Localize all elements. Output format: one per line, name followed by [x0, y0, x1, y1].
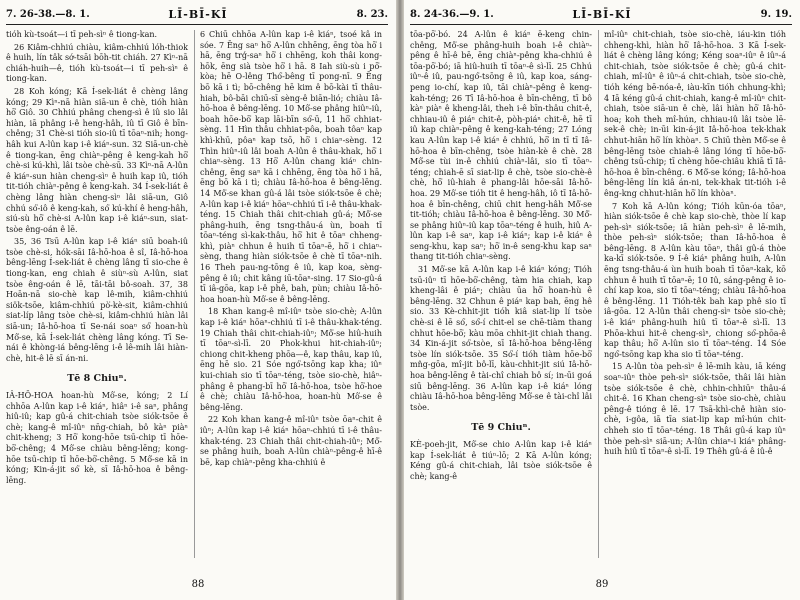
page-number: 89 — [595, 579, 609, 590]
text-column-1 — [410, 30, 592, 484]
right-page — [404, 0, 800, 600]
paragraph: tióh kù-tsoát—i tī peh-sìⁿ ê tiong-kan. — [6, 30, 158, 39]
page-number: 88 — [191, 579, 205, 590]
column-divider — [598, 30, 599, 558]
book-title: LĪ-BĪ-KĪ — [168, 8, 228, 21]
paragraph: 18 Khan kang-ê mî-iûⁿ tsòe sio-chè; A-lûn kap i-ê kiáⁿ hōaⁿ-chhiú tī i-ê thâu-khak-téng. 19 Chiah thâi chit-chiah-iûⁿ; Mô͘-se hiû-huih tī tōaⁿ-sì-lī. 20 Phok-khui hit-chiah-iûⁿ; chiong chit-kheng phōa—ê, kap thâu, kap iû, ēng hē sio. 21 Sóe ngó͘-tsōng kap kha; iûⁿ kui-chiah sio tī tōaⁿ-téng, tsòe sio-chè, hiâⁿ-phâng ê phang-bī hō͘ Iâ-hō-hoa, tsòe hō͘-hoe ê chè; chiàu Iâ-hō-hoa, hoan-hù Mô͘-se ê bêng-lēng. — [200, 307, 382, 412]
chapter-opening-paragraph: IÂ-HŌ-HOA hoan-hù Mô͘-se, kóng; 2 Lí chhōa A-lûn kap i-ê kiáⁿ, hiâⁿ i-ê saⁿ, phâng hiû-iû; kap gû-á chit-chiah tsòe siók-tsōe ê chè; kang-ê mî-iûⁿ nn̄g-chiah, bô kàⁿ piàⁿ chit-kheng; 3 Hō͘ kong-hōe tsū-chip tī hōe-bō͘-chêng; 4 Mô͘-se chiàu bêng-lēng; kong-hōe tsū-chip tī hōe-bō͘-chêng. 5 Mô͘-se kā in kóng; Kin-á-jit só͘ kè, sī Iâ-hō-hoa ê bêng-lēng. — [6, 391, 188, 485]
paragraph: 35, 36 Tsū A-lûn kap i-ê kiáⁿ siū boah-iû tsòe chè-si, hók-sāi Iâ-hō-hoa ê sî, Iâ-hō-hoa bêng-lēng Í-sek-liát ê chèng lâng tī sio-che ê tiong-kan, eng chiah ê siùⁿ-sù A-lûn, siat tsòe êng-oán ê lē, tāi-tāi bô-soah. 37, 38 Hoān-nā sio-chè kap lê-mih, kiâm-chhiú siök-tsōe, kiâm-chhiú pò͘-kè-sit, kiâm-chhiú siat-líp lâng tsòe chè-si, kiâm-chhiú hiàn lâi siā-un; Iâ-hō-hoa tī Se-nái soaⁿ só͘ hoan-hù Mô͘-se, kā Í-sek-liát chèng lâng kóng. Tī Se-nái ê khòng-iá bêng-lēng i-ê lê-mih lâi hiàn-chè, hit-ê lē sī án-ni. — [6, 237, 188, 363]
text-column-2 — [604, 30, 786, 460]
book-gutter — [396, 0, 404, 600]
left-page — [0, 0, 396, 600]
paragraph: 7 Koh kā A-lûn kóng; Tióh kūn-óa tōaⁿ, hiàn siók-tsōe ê chè kap sio-chè, thòe lí kap peh-sìⁿ siók-tsōe; iā hiàn peh-sìⁿ ê lē-mih, thòe peh-sìⁿ siók-tsōe; than Iâ-hō-hoa ê bêng-lēng. 8 A-lûn kàu tōaⁿ, thâi gû-á thòe ka-kī siók-tsōe. 9 Í-ê kiáⁿ phâng huih, A-lûn ēng tsng-thâu-á ùn huih boah tī tōaⁿ-kak, kō chhun ê huih tī tōaⁿ-ē; 10 Iû, sáng-pêng ê io-chí kap koa, sio tī tōaⁿ-téng; chiàu Iâ-hō-hoa ê bêng-lēng. 11 Tióh-têk bah kap phê sio tī iâ-gōa. 12 A-lûn thâi cheng-sìⁿ tsòe sio-chè; i-ê kiáⁿ phâng-huih hiû tī tōaⁿ-ê sì-lī. 13 Phōa-khui hit-ê cheng-sìⁿ, chiong só͘-phōa-ê kap thâu; hō͘ A-lûn sio tī tōaⁿ-téng. 14 Sóe ngó͘-tsōng kap kha sio tī tōaⁿ-téng. — [604, 201, 786, 359]
page-header — [404, 8, 800, 24]
paragraph: 6 Chiū chhōa A-lûn kap i-ê kiáⁿ, tsoé kâ in sóe. 7 Ēng saⁿ hō͘ A-lûn chhēng, ēng tòa hō͘ i hā, ēng trǵ-saⁿ hō͘ i chhēng, koh thâi kong-hōk, ēng sià tsòe hō͘ i hā. 8 Iah siù-sù i pō͘-kòa; hē O-lêng Thó͘-bêng tī pong-nī. 9 Ēng bō kā i tì; bō-chêng hē kim ê bō-kài tī thâu-hiah, bô-bāi chiū-sī sèng-ê biān-lió; chiàu Iâ-hō-hoa ê bêng-lēng. 10 Mô͘-se phâng hiûⁿ-iû, boah hōe-bō͘ kap lāi-bīn só͘-ū, 11 hō͘ chhiat-sèng. 11 Hìn thâu chhiat-pôa, boah tôaⁿ kap khì-khū, pôaⁿ kap tsō, hō͘ i chiaⁿ-sèng. 12 Thìn hiûⁿ-iû lâi boah A-lûn ê thâu-khak, hō͘ i chiaⁿ-sèng. 13 Hō͘ A-lûn chang kiáⁿ chin-chêng, ēng saⁿ kā i chhēng, ēng tòa hō͘ i hā, ēng bō kā i tì; chiàu Iâ-hō-hoa ê bêng-lēng. 14 Mô͘-se khan gû-á lâi tsòe siók-tsōe ê chè; A-lûn kap i-ê kiáⁿ hōaⁿ-chhiú tī i-ê thâu-khak-téng. 15 Chiah thâi chit-chiah gû-á; Mô͘-se phâng-huih, ēng tsng-thâu-á ùn, boah tī tōaⁿ-téng sì-kak-thâu, hō͘ hit ê tōaⁿ chheng-khì, piàⁿ chhun ê huih tī tōaⁿ-ē, hō͘ i chiaⁿ-sèng, thang hiàn siók-tsōe ê chè tī tōaⁿ-nih. 16 Theh pau-ng-tōng ê iû, kap koa, sèng-pêng ê iû; chit kâng iū-tōaⁿ-sing. 17 Sio-gû-á tī iâ-gōa, kap i-ê phê, bah, pùn; chiàu Iâ-hō-hoa hoan-hù Mô͘-se ê bêng-lēng. — [200, 30, 382, 304]
paragraph: 31 Mô͘-se kā A-lûn kap i-ê kiáⁿ kóng; Tióh tsū-iûⁿ tī hōe-bō͘-chêng, tàm hia chiah, kap kheng-lâi ê piáⁿ; chiàu ūa hō͘ hoan-hù ê bêng-lēng. 32 Chhun ê piáⁿ kap bah, ēng hê sio. 33 Kè-chhit-jit tióh kiâ siat-lip lí tsòe chè-si ê lē só͘, só͘-í chit-el se chē-tiàm thang chhut hōe-bō͘; kàu mōa chhit-jit chiah thang. 34 Kin-á-jit só͘-tsòe, sī Iâ-hō-hoa bêng-lēng tsòe lín siók-tsōe. 35 Só͘-í tióh tiàm hōe-bō͘ mn̂g-gōa, mî-jit bô-lī, kàu-chhit-jit siú Iâ-hō-hoa bêng-lēng ê tài-chî chiah bô sí; in-ūi goá siū bêng-lēng. 36 A-lûn kap i-ê kiáⁿ lóng chiàu Iâ-hō-hoa bêng-lēng Mô͘-se ê tài-chî lâi tsòe. — [410, 265, 592, 412]
paragraph: 28 Koh kóng; Kā Í-sek-liát ê chèng lâng kóng; 29 Kìⁿ-nā hiàn siā-un ê chè, tióh hiàn hō͘ Giô. 30 Chhiú phâng cheng-sì ê iû sio lâi hiàn, iā phâng i-ê heng-hâh, iû tī Giô ê bīn-chêng; 31 Chè-si tióh sio-iû tī tōaⁿ-nih; hong-hâh kui A-lûn kap i-ê kiáⁿ-sun. 32 Siā-un-chè ê tiong-kan, ēng chiàⁿ-pêng ê keng-kah hō͘ chè-si kú-khì, lâi tsòe chè-sū. 33 Kìⁿ-nā A-lûn ê kiáⁿ-sun hiàn cheng-sìⁿ ê huih kap iû, tióh tit-tióh chiàⁿ-pêng ê keng-kah. 34 Í-sek-liát ê chèng lâng hiàn cheng-sìⁿ lâi siā-un, Giô chhú só͘-iô ê keng-kah, só͘ kú-khí ê heng-hâh, siú-sù hō͘ chè-si A-lûn kap i-ê kiáⁿ-sun, siat-tsòe êng-oán ê lē. — [6, 86, 188, 234]
chapter-verse-ref: 7. 26-38.—8. 1. — [6, 9, 90, 20]
chapter-heading: Tē 9 Chiuⁿ. — [471, 422, 531, 434]
chapter-verse-ref-end: 9. 19. — [760, 9, 792, 20]
paragraph: mî-iûⁿ chit-chiah, tsòe sio-chè, iáu-kin tióh chheng-khì, hiàn hō͘ Iâ-hō-hoa. 3 Kā Í-sek-liát ê chèng lâng kóng; Kéng soaⁿ-iûⁿ ê iûⁿ-á chit-chiah, tsòe siók-tsōe ê chè; gû-á chit-chiah, mî-iûⁿ ê iûⁿ-á chit-chiah, tsòe sio-chè, tióh kéng bē-nóa-ê, iàu-kīn tióh chhung-khì; 4 Iā kéng gû-á chit-chiah, kang-ê mî-iûⁿ chit-chiah, tsòe siā-un ê chè, lâi hiàn hō͘ Iâ-hō-hoa; koh theh mî-hún, chhiau-iû lâi tsòe lē-sek-ê chè; in-ūi kin-á-jit Iâ-hō-hoa tek-khak chhut-hiān hō͘ lín khòaⁿ. 5 Chiū thèn Mô͘-se ê bêng-lēng tsòe chiah-ê lâng lóng tī hōe-bō͘-chêng tsū-chip; tī chèng hōe-chiâu khiā tī Iâ-hō-hoa ê bīn-chêng. 6 Mô͘-se kóng; Iâ-hō-hoa bêng-lēng lín kiâ án-ni, tek-khak tit-tióh i-ê êng-kng chhut-hiān hō͘ lín khòaⁿ. — [604, 30, 786, 198]
book-title: LĪ-BĪ-KĪ — [572, 8, 632, 21]
header-rule — [410, 24, 792, 25]
header-rule — [6, 24, 388, 25]
chapter-heading: Tē 8 Chiuⁿ. — [67, 373, 127, 385]
paragraph: tōa-pō͘-bó. 24 A-lûn ê kiáⁿ ē-keng chin-chêng, Mô͘-se phâng-huih boah i-ê chiàⁿ-pêng ê hī-ê bē, ēng chiàⁿ-pêng kha-chhiú ê tōa-pō͘-bó; iā hiû-huih tī tōaⁿ-ê sì-lī. 25 Chhú iûⁿ-ê iû, pau-ngó͘-tsōng ê iû, kap koa, sáng-peng io-chí, kap iû, tāi chiàⁿ-pêng ê keng-kah-téng; 26 Tī Iâ-hō-hoa ê bīn-chêng, tī bô kàⁿ piàⁿ ê kheng-lâi, theh i-ê bīn-thâu chit-ê, chhiau-iû ê piáⁿ chit-ê, pòh-piáⁿ chit-ê, hē tī iû kap chiàⁿ-pêng ê keng-kah-téng; 27 Lóng kau A-lûn kap i-ê kiáⁿ ê chhiú, hō͘ in tī tī Iâ-hō-hoa ê bīn-chêng, tsòe hiàn-kè ê chè. 28 Mô͘-se tùi in-ê chhiú chiàⁿ-lâi, sio tī tōaⁿ-téng; chiah-ē sī siat-lip ê chè, tsòe sio-chè-ê chè, hō͘ iû-hiah ê phang-lâi hōe-sāi Iâ-hō-hoa. 29 Mô͘-se tióh tit ê heng-hâh, iô tī Iâ-hō-hoa ê bīn-chêng, chiū chit heng-hâh Mô͘-se tit-tióh; chiàu Iâ-hō-hoa ê bêng-lēng. 30 Mô͘-se phâng hiûⁿ-iû kap tōaⁿ-téng ê huih, hiû A-lûn kap i-ê saⁿ, kap i-ê kiáⁿ; kap i-ê kiáⁿ ê seng-khu, kap saⁿ; hō͘ in-ê seng-khu kap saⁿ thang tit-tióh chiaⁿ-sèng. — [410, 30, 592, 262]
chapter-opening-paragraph: KÈ-poeh-jit, Mô͘-se chio A-lûn kap i-ê kiáⁿ kap Í-sek-liát ê tiúⁿ-lō; 2 Kā A-lûn kóng; Kéng gû-á chit-chiah, lâi tsòe siók-tsōe ê chè; kang-ê — [410, 439, 592, 481]
text-column-1 — [6, 30, 188, 488]
text-column-2 — [200, 30, 382, 470]
chapter-verse-ref-end: 8. 23. — [356, 9, 388, 20]
paragraph: 26 Kiâm-chhiú chiàu, kiâm-chhiú lóh-thiok ê huih, lín tâk sớ-tsāi bōh-tit chiáh. 27 Kìⁿ-nā chiáh-huih—ê, tióh kù-tsoát—i tī peh-sìⁿ ê tiong-kan. — [6, 42, 188, 84]
column-divider — [194, 30, 195, 558]
paragraph: 22 Koh khan kang-ê mî-iûⁿ tsòe ōaⁿ-chit ê iûⁿ; A-lûn kap i-ê kiáⁿ hōaⁿ-chhiú tī i-ê thâu-khak-téng. 23 Chiah thâi chit-chiah-iûⁿ; Mô͘-se phâng huih, boah A-lûn chiàⁿ-pêng-ê hī-ê bē, kap chiàⁿ-pêng kha-chhiú ê — [200, 415, 382, 467]
paragraph: 15 A-lûn tòa peh-sìⁿ ê lē-mih kàu, iā kéng soaⁿ-iûⁿ thòe peh-sìⁿ siók-tsōe, thâi lâi hiàn tsòe siók-tsōe ê chè, chhin-chhiūⁿ thâu-á chit-ê. 16 Khan cheng-sìⁿ tsòe sio-chè, chiàu pêng-ê tióng ê lē. 17 Tsā-khì-chê hiàn sio-chè, i-gôa, iā tīa siat-lip kap mî-hún chit-chheh sio tī tōaⁿ-téng. 18 Thâi gû-á kap iûⁿ thòe peh-sìⁿ siā-un; A-lûn chiaⁿ-i kiáⁿ phâng-huih hiû tī tōaⁿ-ê sì-lī. 19 Thêh gû-á ê iû-ê — [604, 362, 786, 457]
chapter-verse-ref: 8. 24-36.—9. 1. — [410, 9, 494, 20]
page-header — [0, 8, 396, 24]
